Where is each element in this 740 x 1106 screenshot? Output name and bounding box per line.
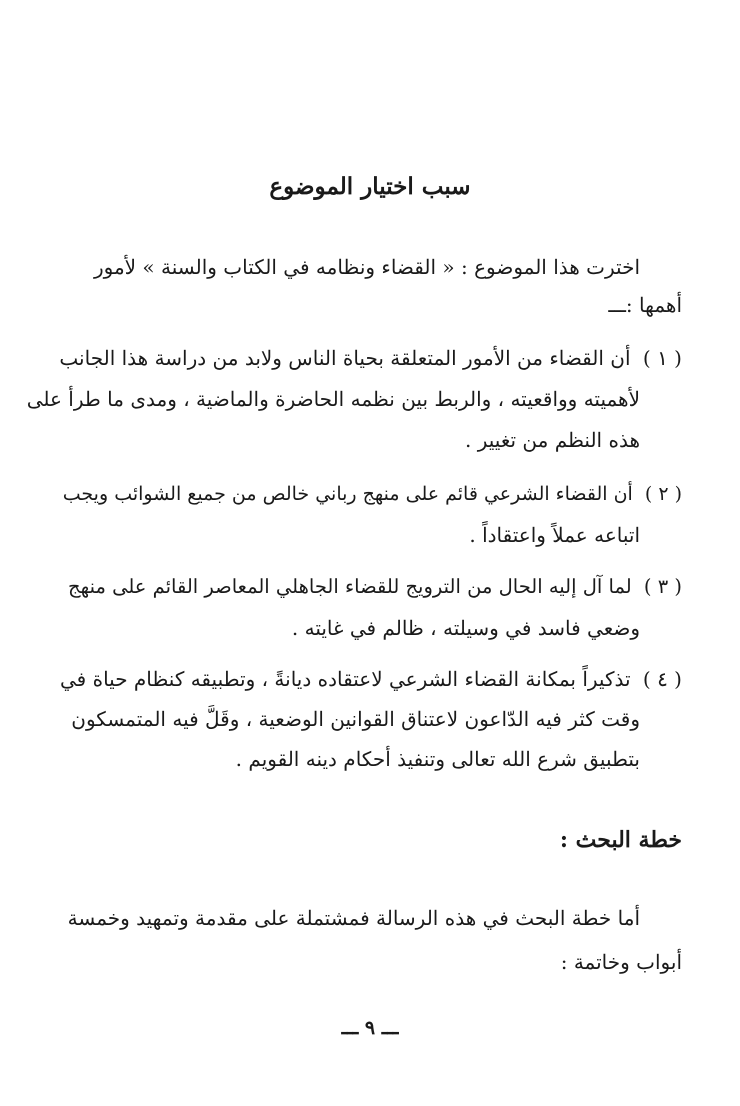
point-2-text-line-1: أن القضاء الشرعي قائم على منهج رباني خالص من جميع الشوائب ويجب (62, 483, 633, 505)
point-2-text-line-2: اتباعه عملاً واعتقاداً . (469, 523, 640, 547)
research-plan-heading: خطة البحث : (559, 827, 682, 853)
point-2-number: ( ٢ ) (644, 483, 682, 505)
plan-line-2: أبواب وخاتمة : (560, 950, 682, 974)
point-3-text-line-2: وضعي فاسد في وسيلته ، ظالم في غايته . (291, 616, 640, 640)
intro-line-1: اخترت هذا الموضوع : « القضاء ونظامه في الكتاب والسنة » لأمور (93, 255, 640, 279)
point-1-text-line-1: أن القضاء من الأمور المتعلقة بحياة الناس ولابد من دراسة هذا الجانب (59, 346, 631, 370)
point-4-number: ( ٤ ) (642, 667, 682, 691)
page-number: ـــ ٩ ـــ (341, 1017, 399, 1039)
point-3-text-line-1: لما آل إليه الحال من الترويج للقضاء الجاهلي المعاصر القائم على منهج (68, 575, 632, 598)
intro-line-2: أهمها :ـــ (608, 293, 682, 317)
point-3-number: ( ٣ ) (643, 575, 682, 598)
point-4-text-line-1: تذكيراً بمكانة القضاء الشرعي لاعتقاده ديانةً ، وتطبيقه كنظام حياة في (60, 667, 631, 691)
point-1-first-line (59, 343, 682, 373)
page-title: سبب اختيار الموضوع (269, 173, 471, 200)
point-3-first-line (68, 572, 682, 602)
point-4-text-line-2: وقت كثر فيه الدّاعون لاعتناق القوانين الوضعية ، وقَلَّ فيه المتمسكون (71, 707, 640, 731)
point-1-number: ( ١ ) (642, 346, 682, 370)
point-1-text-line-2: لأهميته وواقعيته ، والربط بين نظمه الحاضرة والماضية ، ومدى ما طرأ على (26, 387, 640, 411)
point-2-first-line (63, 479, 682, 509)
point-4-first-line (60, 664, 682, 694)
point-1-text-line-3: هذه النظم من تغيير . (465, 428, 640, 452)
point-4-text-line-3: بتطبيق شرع الله تعالى وتنفيذ أحكام دينه القويم . (235, 747, 640, 771)
plan-line-1: أما خطة البحث في هذه الرسالة فمشتملة على مقدمة وتمهيد وخمسة (67, 906, 640, 930)
